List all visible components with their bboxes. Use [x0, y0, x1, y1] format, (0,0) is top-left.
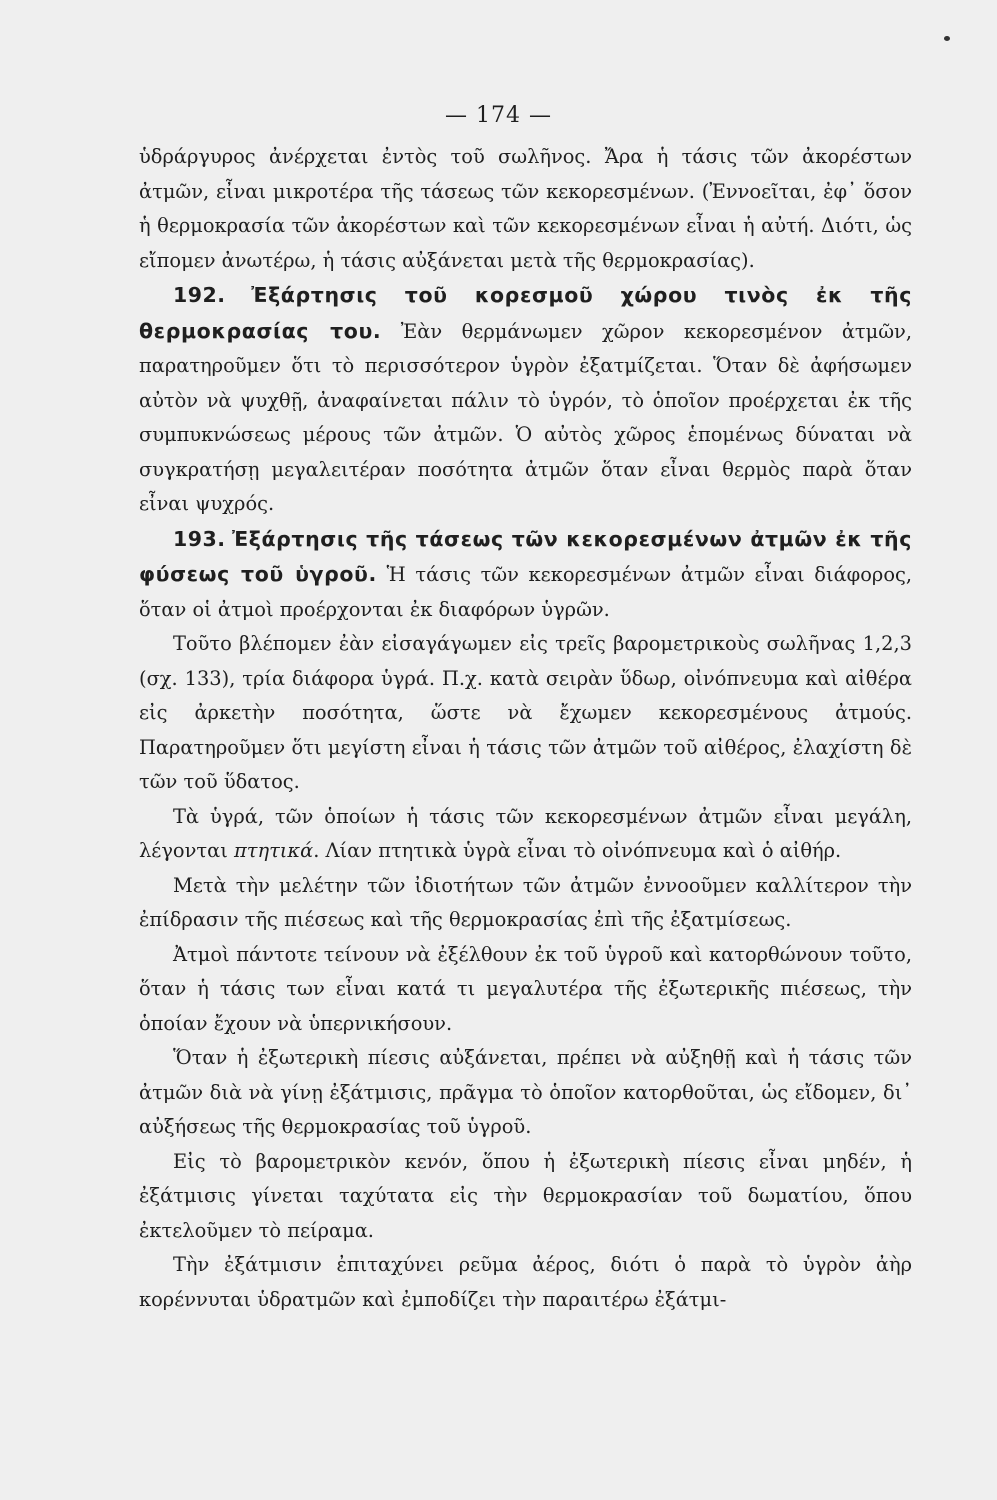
paragraph-air-current: Τὴν ἐξάτμισιν ἐπιταχύνει ρεῦμα ἀέρος, διότι ὁ παρὰ τὸ ὑγρὸν ἀὴρ κορέννυται ὑδρατμῶν καὶ ἐμποδίζει τὴν παραιτέρω ἐξάτμι-	[139, 1253, 912, 1311]
page-body	[139, 140, 912, 1317]
page-number: — 174 —	[445, 103, 552, 128]
paragraph-vapors-escape: Ἀτμοὶ πάντοτε τείνουν νὰ ἐξέλθουν ἐκ τοῦ ὑγροῦ καὶ κατορθώνουν τοῦτο, ὅταν ἡ τάσις των εἶναι κατά τι μεγαλυτέρα τῆς ἐξωτερικῆς πιέσεως, τὴν ὁποίαν ἔχουν νὰ ὑπερνικήσουν.	[139, 942, 912, 1035]
paragraph-volatile-b: . Λίαν πτητικὰ ὑγρὰ εἶναι τὸ οἰνόπνευμα καὶ ὁ αἰθήρ.	[313, 839, 842, 862]
section-193-text: Ἡ τάσις τῶν κεκορεσμένων ἀτμῶν εἶναι διάφορος, ὅταν οἱ ἀτμοὶ προέρχονται ἐκ διαφόρων ὑγρῶν.	[139, 563, 913, 621]
section-192-heading: Ἐξάρτησις τοῦ κορεσμοῦ χώρου τινὸς ἐκ τῆς θερμοκρασίας του.	[139, 283, 912, 343]
paragraph-volatile-a: Τὰ ὑγρά, τῶν ὁποίων ἡ τάσις τῶν κεκορεσμένων ἀτμῶν εἶναι μεγάλη, λέγονται	[139, 804, 912, 862]
paragraph-barometric-vacuum: Εἰς τὸ βαρομετρικὸν κενόν, ὅπου ἡ ἐξωτερικὴ πίεσις εἶναι μηδέν, ἡ ἐξάτμισις γίνεται ταχύτατα εἰς τὴν θερμοκρασίαν τοῦ δωματίου, ὅπου ἐκτελοῦμεν τὸ πείραμα.	[139, 1149, 912, 1242]
section-192-number: 192.	[173, 283, 226, 307]
term-volatile: πτητικά	[233, 839, 314, 862]
section-192-text: Ἐὰν θερμάνωμεν χῶρον κεκορεσμένον ἀτμῶν, παρατηροῦμεν ὅτι τὸ περισσότερον ὑγρὸν ἐξατμίζεται. Ὅταν δὲ ἀφήσωμεν αὐτὸν νὰ ψυχθῇ, ἀναφαίνεται πάλιν τὸ ὑγρόν, τὸ ὁποῖον προέρχεται ἐκ τῆς συμπυκνώσεως μέρους τῶν ἀτμῶν. Ὁ αὐτὸς χῶρος ἑπομένως δύναται νὰ συγκρατήσῃ μεγαλειτέραν ποσότητα ἀτμῶν ὅταν εἶναι θερμὸς παρὰ ὅταν εἶναι ψυχρός.	[139, 319, 913, 515]
paragraph-evaporation-effects: Μετὰ τὴν μελέτην τῶν ἰδιοτήτων τῶν ἀτμῶν ἐννοοῦμεν καλλίτερον τὴν ἐπίδρασιν τῆς πιέσεως καὶ τῆς θερμοκρασίας ἐπὶ τῆς ἐξατμίσεως.	[139, 873, 912, 931]
paragraph-volatile-liquids	[139, 800, 912, 869]
paragraph-continuation: ὑδράργυρος ἀνέρχεται ἐντὸς τοῦ σωλῆνος. Ἄρα ἡ τάσις τῶν ἀκορέστων ἀτμῶν, εἶναι μικροτέρα τῆς τάσεως τῶν κεκορεσμένων. (Ἐννοεῖται, ἐφ᾿ ὅσον ἡ θερμοκρασία τῶν ἀκορέστων καὶ τῶν κεκορεσμένων εἶναι ἡ αὐτή. Διότι, ὡς εἴπομεν ἀνωτέρω, ἡ τάσις αὐξάνεται μετὰ τῆς θερμοκρασίας).	[139, 145, 912, 272]
section-193-number: 193.	[173, 526, 226, 551]
ink-speck	[944, 36, 950, 41]
paragraph-external-pressure: Ὅταν ἡ ἐξωτερικὴ πίεσις αὐξάνεται, πρέπει νὰ αὐξηθῇ καὶ ἡ τάσις τῶν ἀτμῶν διὰ νὰ γίνῃ ἐξάτμισις, πρᾶγμα τὸ ὁποῖον κατορθοῦται, ὡς εἴδομεν, δι᾿ αὐξήσεως τῆς θερμοκρασίας τοῦ ὑγροῦ.	[139, 1046, 912, 1138]
section-193	[139, 522, 912, 628]
section-193-heading: Ἐξάρτησις τῆς τάσεως τῶν κεκορεσμένων ἀτμῶν ἐκ τῆς φύσεως τοῦ ὑγροῦ.	[139, 526, 912, 586]
paragraph-barometric-tubes: Τοῦτο βλέπομεν ἐὰν εἰσαγάγωμεν εἰς τρεῖς βαρομετρικοὺς σωλῆνας 1,2,3 (σχ. 133), τρία διάφορα ὑγρά. Π.χ. κατὰ σειρὰν ὕδωρ, οἰνόπνευμα καὶ αἰθέρα εἰς ἀρκετὴν ποσότητα, ὥστε νὰ ἔχωμεν κεκορεσμένους ἀτμούς. Παρατηροῦμεν ὅτι μεγίστη εἶναι ἡ τάσις τῶν ἀτμῶν τοῦ αἰθέρος, ἐλαχίστη δὲ τῶν τοῦ ὕδατος.	[139, 632, 912, 793]
section-192	[139, 278, 912, 522]
